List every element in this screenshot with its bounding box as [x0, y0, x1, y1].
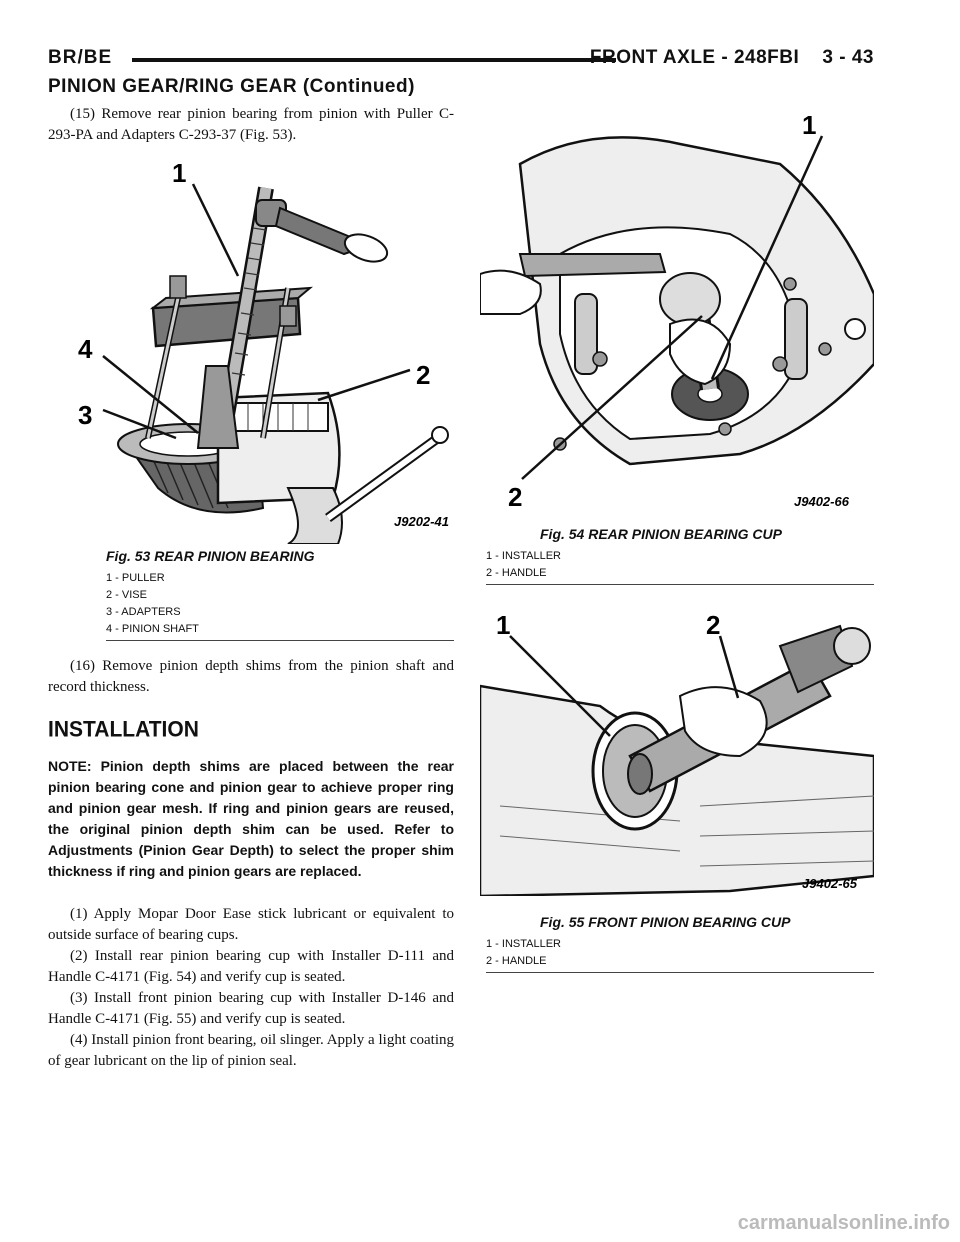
fig54-callout-1: 1: [802, 110, 817, 140]
fig54-callout-2: 2: [508, 482, 523, 512]
step-2-text: (2) Install rear pinion bearing cup with Installer D-111 and Handle C-4171 (Fig. 54) and verify cup is seated.: [48, 948, 454, 985]
figure-55-legend: [486, 936, 561, 970]
fig53-legend-item: 2 - VISE: [106, 589, 147, 601]
header-page-title: FRONT AXLE - 248FBI 3 - 43: [589, 47, 874, 68]
figure-53-rule: [106, 640, 454, 641]
fig53-callout-2: 2: [416, 360, 431, 390]
fig55-callout-1: 1: [496, 610, 511, 640]
step-16-text: (16) Remove pinion depth shims from the pinion shaft and record thickness.: [48, 658, 454, 695]
installation-steps: [48, 904, 454, 1072]
fig53-legend-item: 1 - PULLER: [106, 572, 165, 584]
figure-54-rule: [486, 584, 874, 585]
figure-53-illustration: [48, 148, 454, 544]
installation-heading: INSTALLATION: [48, 717, 199, 742]
watermark: carmanualsonline.info: [737, 1212, 950, 1234]
figure-54-caption: Fig. 54 REAR PINION BEARING CUP: [540, 526, 782, 542]
fig53-callout-3: 3: [78, 400, 93, 430]
fig54-legend-item: 2 - HANDLE: [486, 567, 547, 579]
figure-53-drawing: [48, 148, 454, 544]
fig54-code: J9402-66: [794, 494, 849, 509]
header-model: BR/BE: [48, 47, 113, 68]
step-15: [48, 104, 454, 146]
figure-54-legend: [486, 548, 561, 582]
figure-53-caption: Fig. 53 REAR PINION BEARING: [106, 548, 315, 564]
step-16: [48, 656, 454, 698]
fig54-legend-item: 1 - INSTALLER: [486, 550, 561, 562]
step-15-text: (15) Remove rear pinion bearing from pinion with Puller C-293-PA and Adapters C-293-37 (Fig. 53).: [48, 106, 454, 143]
figure-55-illustration: [480, 606, 874, 896]
section-title: PINION GEAR/RING GEAR (Continued): [48, 76, 415, 97]
header-rule: [132, 58, 616, 62]
fig55-legend-item: 2 - HANDLE: [486, 955, 547, 967]
fig55-code: J9402-65: [802, 876, 857, 891]
fig53-callout-1: 1: [172, 158, 187, 188]
figure-54-drawing: [480, 104, 874, 524]
fig53-callout-4: 4: [78, 334, 93, 364]
figure-55-rule: [486, 972, 874, 973]
figure-53-legend: [106, 570, 199, 638]
fig53-legend-item: 3 - ADAPTERS: [106, 606, 181, 618]
step-3-text: (3) Install front pinion bearing cup with Installer D-146 and Handle C-4171 (Fig. 55) and verify cup is seated.: [48, 990, 454, 1027]
fig55-legend-item: 1 - INSTALLER: [486, 938, 561, 950]
installation-note: NOTE: Pinion depth shims are placed between the rear pinion bearing cone and pinion gear to achieve proper ring and pinion gear mesh. If ring and pinion gears are reused, the original pinion depth shim can be used. Refer to Adjustments (Pinion Gear Depth) to select the proper shim thickness if ring and pinion gears are replaced.: [48, 758, 454, 879]
step-4-text: (4) Install pinion front bearing, oil slinger. Apply a light coating of gear lubricant on the lip of pinion seal.: [48, 1032, 454, 1069]
fig55-callout-2: 2: [706, 610, 721, 640]
figure-55-caption: Fig. 55 FRONT PINION BEARING CUP: [540, 914, 791, 930]
fig53-code: J9202-41: [394, 514, 449, 529]
figure-55-drawing: [480, 606, 874, 896]
fig53-legend-item: 4 - PINION SHAFT: [106, 623, 199, 635]
figure-54-illustration: [480, 104, 874, 524]
step-1-text: (1) Apply Mopar Door Ease stick lubricant or equivalent to outside surface of bearing cups.: [48, 906, 454, 943]
